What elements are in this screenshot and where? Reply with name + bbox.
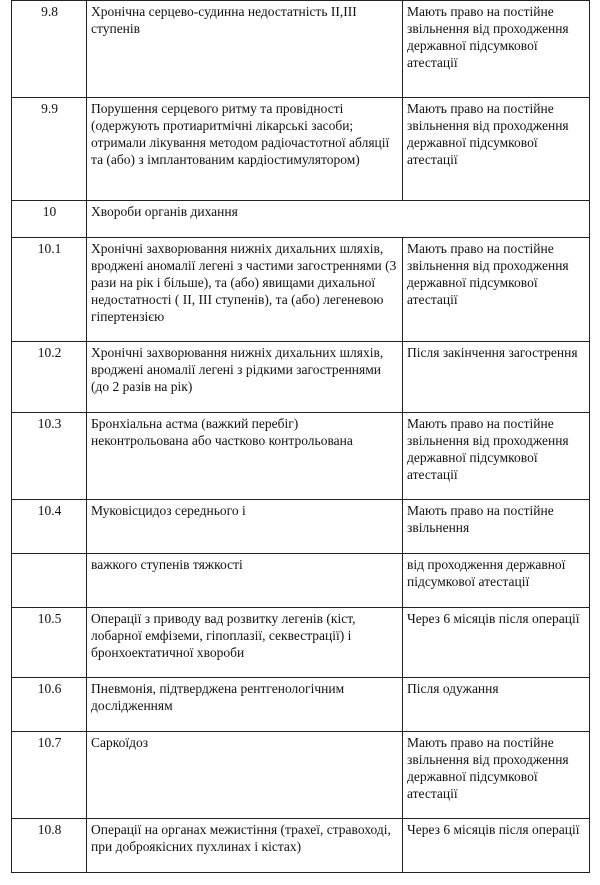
decision-cell: Мають право на постійне звільнення від проходження державної підсумкової атестації <box>403 98 590 201</box>
disease-cell: Саркоїдоз <box>87 732 403 819</box>
decision-cell: Мають право на постійне звільнення від проходження державної підсумкової атестації <box>403 238 590 342</box>
table-row <box>12 1 590 98</box>
disease-cell: Операції на органах межистіння (трахеї, стравоході, при доброякісних пухлинах і кістах) <box>87 819 403 873</box>
disease-cell: Порушення серцевого ритму та провідності (одержують протиаритмічні лікарські засоби; отримали лікування методом радіочастотної абляції та (або) з імплантованим кардіостимулятором) <box>87 98 403 201</box>
table-row <box>12 732 590 819</box>
row-number: 10.4 <box>12 500 87 554</box>
disease-cell: Хронічні захворювання нижніх дихальних шляхів, вроджені аномалії легені з частими загостреннями (3 рази на рік і більше), та (або) явищами дихальної недостатності ( ІІ, ІІІ ступенів), та (або) легеневою гіпертензією <box>87 238 403 342</box>
table-row <box>12 98 590 201</box>
decision-cell: від проходження державної підсумкової атестації <box>403 554 590 608</box>
row-number: 10.8 <box>12 819 87 873</box>
decision-cell: Мають право на постійне звільнення від проходження державної підсумкової атестації <box>403 413 590 500</box>
disease-cell: важкого ступенів тяжкості <box>87 554 403 608</box>
disease-cell: Пневмонія, підтверджена рентгенологічним дослідженням <box>87 678 403 732</box>
row-number: 10.3 <box>12 413 87 500</box>
table-row <box>12 238 590 342</box>
row-number: 10.1 <box>12 238 87 342</box>
decision-cell: Через 6 місяців після операції <box>403 608 590 678</box>
table-row <box>12 554 590 608</box>
section-title: Хвороби органів дихання <box>87 201 590 238</box>
table-row <box>12 608 590 678</box>
decision-cell: Після одужання <box>403 678 590 732</box>
row-number: 10.2 <box>12 342 87 413</box>
disease-cell: Муковісцидоз середнього і <box>87 500 403 554</box>
decision-cell: Через 6 місяців після операції <box>403 819 590 873</box>
table-row <box>12 819 590 873</box>
row-number: 10.5 <box>12 608 87 678</box>
decision-cell: Мають право на постійне звільнення <box>403 500 590 554</box>
table-row <box>12 413 590 500</box>
disease-cell: Операції з приводу вад розвитку легенів (кіст, лобарної емфіземи, гіпоплазії, секвестрації) і бронхоектатичної хвороби <box>87 608 403 678</box>
disease-cell: Хронічні захворювання нижніх дихальних шляхів, вроджені аномалії легені з рідкими загостреннями (до 2 разів на рік) <box>87 342 403 413</box>
table-row <box>12 678 590 732</box>
row-number: 9.9 <box>12 98 87 201</box>
decision-cell: Мають право на постійне звільнення від проходження державної підсумкової атестації <box>403 1 590 98</box>
row-number: 10.7 <box>12 732 87 819</box>
section-row <box>12 201 590 238</box>
row-number: 9.8 <box>12 1 87 98</box>
disease-cell: Бронхіальна астма (важкий перебіг) неконтрольована або частково контрольована <box>87 413 403 500</box>
section-number: 10 <box>12 201 87 238</box>
exemption-table <box>11 0 590 873</box>
table-row <box>12 500 590 554</box>
row-number <box>12 554 87 608</box>
table-row <box>12 342 590 413</box>
row-number: 10.6 <box>12 678 87 732</box>
decision-cell: Мають право на постійне звільнення від проходження державної підсумкової атестації <box>403 732 590 819</box>
disease-cell: Хронічна серцево-судинна недостатність ІІ,ІІІ ступенів <box>87 1 403 98</box>
decision-cell: Після закінчення загострення <box>403 342 590 413</box>
